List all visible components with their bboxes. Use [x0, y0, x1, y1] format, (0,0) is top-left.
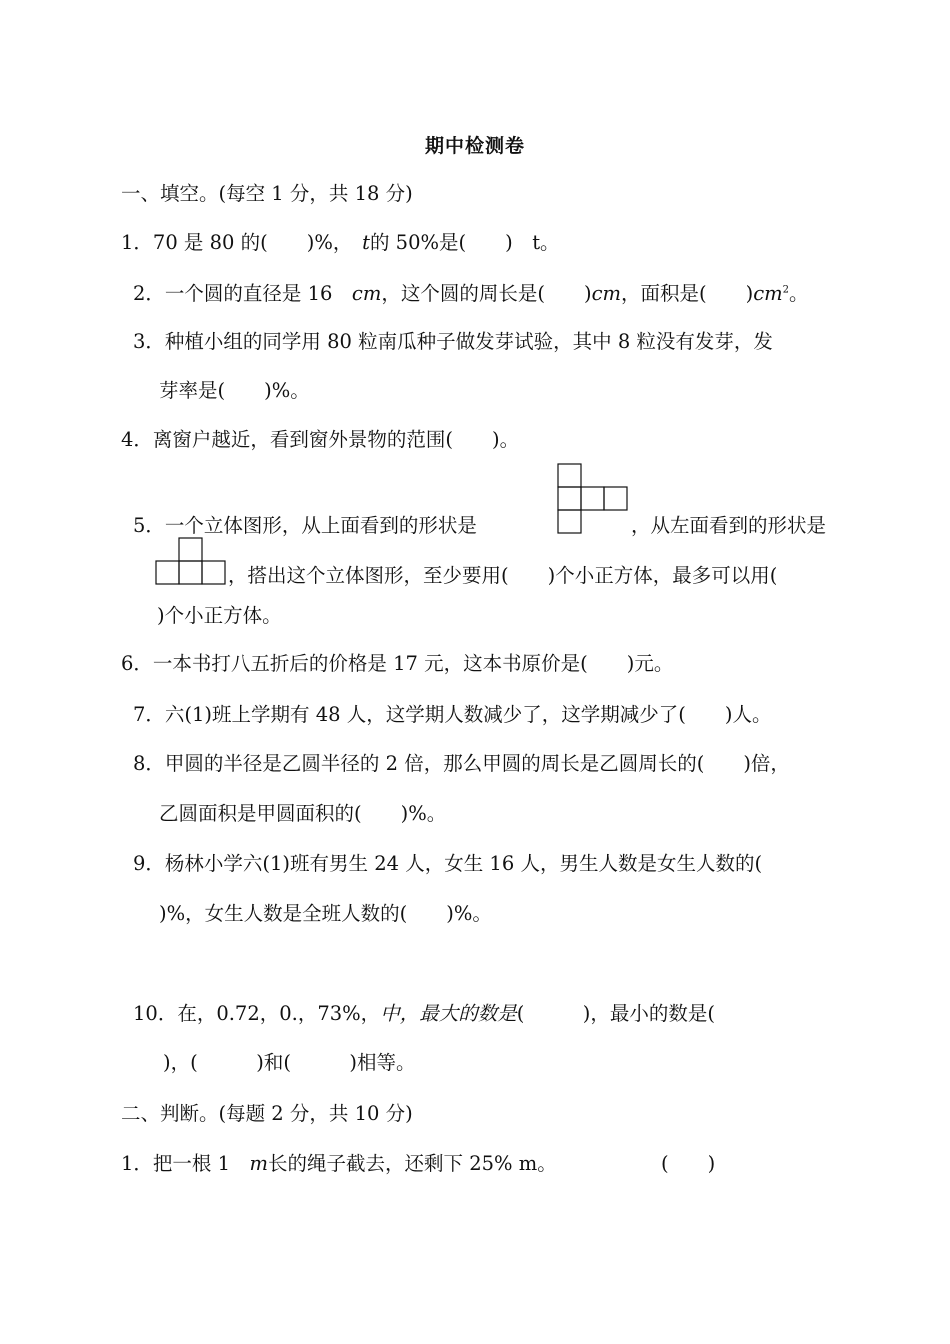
q2-unit-cm2: cm — [753, 282, 783, 305]
q2-unit-cm: cm — [351, 282, 382, 305]
j1-unit-m: m — [249, 1152, 269, 1175]
q2-superscript: 2 — [782, 284, 789, 296]
page-title: 期中检测卷 — [424, 135, 525, 157]
j1-text-b: 长的绳子截去，还剩下 25% m。 — [268, 1152, 557, 1175]
left-view-figure — [154, 536, 228, 586]
question-10-line-2: )，( )和( )相等。 — [163, 1051, 416, 1074]
q10-text-b: ( )，最小的数是( — [516, 1002, 716, 1025]
question-7: 7．六(1)班上学期有 48 人，这学期人数减少了，这学期减少了( )人。 — [133, 703, 772, 726]
top-view-square — [604, 487, 627, 510]
q1-text-a: 1．70 是 80 的( )%， — [121, 231, 363, 254]
question-3-line-1: 3．种植小组的同学用 80 粒南瓜种子做发芽试验，其中 8 粒没有发芽，发 — [133, 330, 773, 353]
judge-answer-blank[interactable]: ( ) — [661, 1152, 716, 1175]
top-view-square — [558, 510, 581, 533]
section-judge-heading: 二、判断。(每题 2 分，共 10 分) — [121, 1102, 413, 1125]
q2-unit-cm: cm — [591, 282, 621, 305]
question-3-line-2: 芽率是( )%。 — [159, 379, 310, 402]
q1-unit-t: t — [362, 231, 370, 254]
top-view-square — [558, 464, 581, 487]
j1-text-a: 1．把一根 1 — [121, 1152, 250, 1175]
q2-text-d: 。 — [789, 282, 809, 305]
question-1 — [121, 230, 560, 256]
question-9-line-1: 9．杨林小学六(1)班有男生 24 人，女生 16 人，男生人数是女生人数的( — [133, 852, 763, 875]
section-fill-heading: 一、填空。(每空 1 分，共 18 分) — [121, 182, 413, 205]
left-view-square — [202, 561, 225, 584]
q10-italic-text: 中，最大的数是 — [380, 1002, 517, 1025]
left-view-square — [156, 561, 179, 584]
question-9-line-2: )%，女生人数是全班人数的( )%。 — [159, 902, 492, 925]
left-view-square — [179, 538, 202, 561]
judge-question-1 — [121, 1151, 557, 1177]
question-5-text-a: 5．一个立体图形，从上面看到的形状是 — [133, 514, 477, 537]
question-5-text-d: )个小正方体。 — [157, 604, 282, 627]
left-view-square — [179, 561, 202, 584]
question-5-text-b: ，从左面看到的形状是 — [631, 514, 827, 537]
question-10-line-1 — [133, 1001, 715, 1027]
question-8-line-2: 乙圆面积是甲圆面积的( )%。 — [159, 802, 447, 825]
question-2 — [133, 281, 809, 307]
top-view-square — [581, 487, 604, 510]
q1-text-b: 的 50%是( ) t。 — [369, 231, 560, 254]
q10-text-a: 10．在，0.72，0.，73%， — [133, 1002, 381, 1025]
question-6: 6．一本书打八五折后的价格是 17 元，这本书原价是( )元。 — [121, 652, 674, 675]
q2-text-b: ，这个圆的周长是( ) — [381, 282, 592, 305]
question-5-text-c: ，搭出这个立体图形，至少要用( )个小正方体，最多可以用( — [228, 564, 778, 587]
question-4: 4．离窗户越近，看到窗外景物的范围( )。 — [121, 428, 520, 451]
top-view-square — [558, 487, 581, 510]
q2-text-c: ，面积是( ) — [620, 282, 754, 305]
q2-text-a: 2．一个圆的直径是 16 — [133, 282, 352, 305]
question-8-line-1: 8．甲圆的半径是乙圆半径的 2 倍，那么甲圆的周长是乙圆周长的( )倍， — [133, 752, 790, 775]
top-view-figure — [556, 462, 630, 536]
